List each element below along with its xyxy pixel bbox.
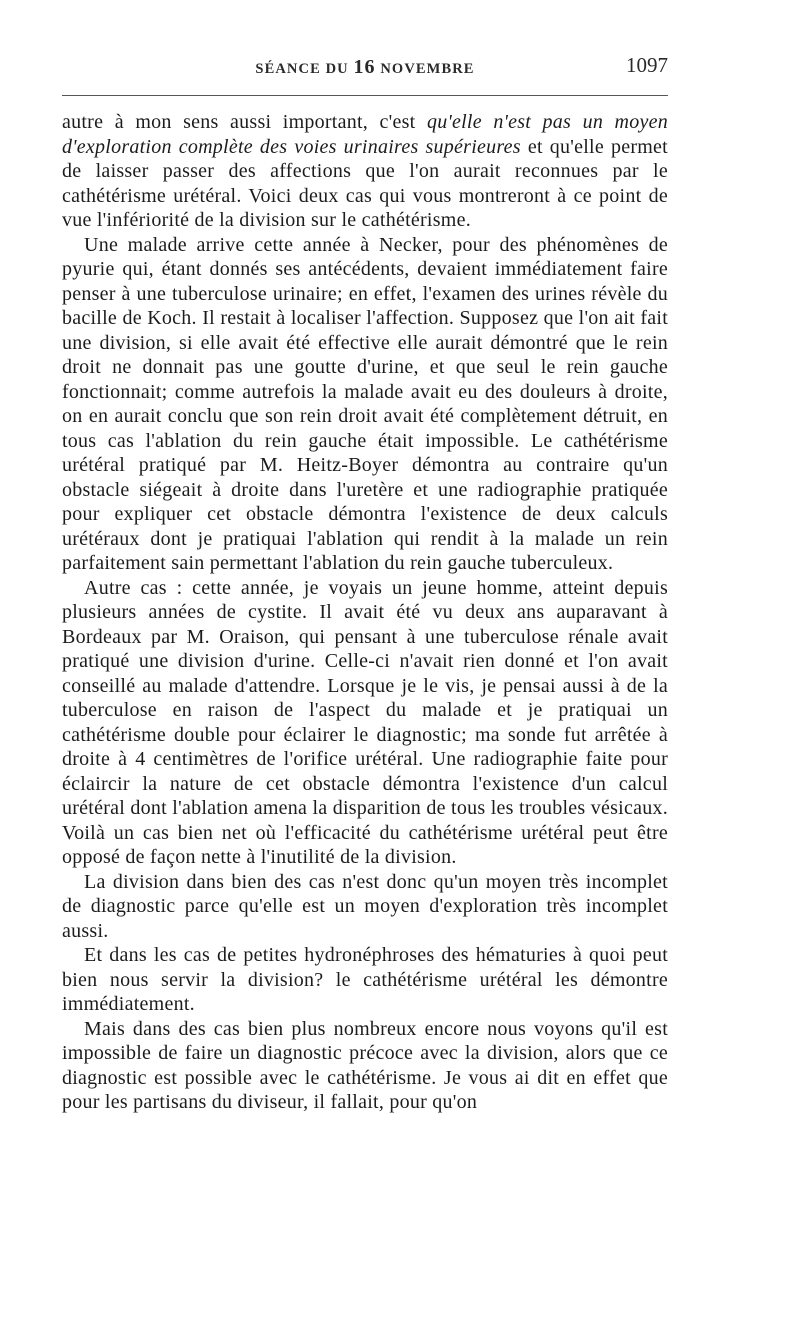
paragraph-2: Une malade arrive cette année à Necker, pour des phénomènes de pyurie qui, étant donnés ses antécédents, devaient immédiatement faire penser à une tuberculose urinaire; en effet, l'examen des urines révèle du bacille de Koch. Il restait à localiser l'affection. Supposez que l'on ait fait une division, si elle avait été effective elle aurait démontré que le rein droit ne donnait pas une goutte d'urine, et que seul le rein gauche fonctionnait; comme autrefois la malade avait eu des douleurs à droite, on en aurait conclu que son rein droit avait été complètement détruit, en tous cas l'ablation du rein gauche était impossible. Le cathétérisme urétéral pratiqué par M. Heitz-Boyer démontra au contraire qu'un obstacle siégeait à droite dans l'uretère et une radiographie pratiquée pour expliquer cet obstacle démontra l'existence de deux calculs urétéraux dont je pratiquai l'ablation qui rendit à la malade un rein parfaitement sain permettant l'ablation du rein gauche tuberculeux.	[62, 233, 668, 574]
running-title	[62, 56, 668, 79]
running-title-day: 16	[353, 56, 376, 78]
page-number: 1097	[626, 53, 668, 77]
paragraph-continuation	[62, 110, 668, 233]
page-header	[62, 53, 668, 78]
paragraph-1-lead: autre à mon sens aussi important, c'est	[62, 111, 427, 133]
running-title-prefix: SÉANCE DU	[255, 61, 354, 77]
paragraph-3: Autre cas : cette année, je voyais un jeune homme, atteint depuis plusieurs années de cystite. Il avait été vu deux ans auparavant à Bordeaux par M. Oraison, qui pensant à une tuberculose rénale avait pratiqué une division d'urine. Celle-ci n'avait rien donné et l'on avait conseillé au malade d'attendre. Lorsque je le vis, je pensai aussi à de la tuberculose en raison de l'aspect du malade et je pratiquai un cathétérisme double pour éclairer le diagnostic; ma sonde fut arrêtée à droite à 4 centimètres de l'orifice urétéral. Une radiographie faite pour éclaircir la nature de cet obstacle démontra l'existence d'un calcul urétéral dont l'ablation amena la disparition de tous les troubles vésicaux. Voilà un cas bien net où l'efficacité du cathétérisme urétéral peut être opposé de façon nette à l'inutilité de la division.	[62, 576, 668, 868]
header-rule	[62, 95, 668, 96]
body-text	[62, 110, 668, 1115]
paragraph-4: La division dans bien des cas n'est donc qu'un moyen très incomplet de diagnostic parce qu'elle est un moyen d'exploration très incomplet aussi.	[62, 870, 668, 942]
running-title-suffix: NOVEMBRE	[375, 61, 475, 77]
paragraph-5: Et dans les cas de petites hydronéphroses des hématuries à quoi peut bien nous servir la division? le cathétérisme urétéral les démontre immédiatement.	[62, 944, 668, 1015]
paragraph-6: Mais dans des cas bien plus nombreux encore nous voyons qu'il est impossible de faire un diagnostic précoce avec la division, alors que ce diagnostic est possible avec le cathétérisme. Je vous ai dit en effet que pour les partisans du diviseur, il fallait, pour qu'on	[62, 1017, 668, 1113]
paragraph-1-tail: et qu'elle permet de laisser passer des affections que l'on aurait reconnues par le cathétérisme urétéral. Voici deux cas qui vous montreront à ce point de vue l'infériorité de la division sur le cathétérisme.	[62, 135, 668, 231]
paragraph-1-emphasis: qu'elle n'est pas un moyen d'exploration complète des voies urinaires supérieures	[62, 111, 669, 158]
